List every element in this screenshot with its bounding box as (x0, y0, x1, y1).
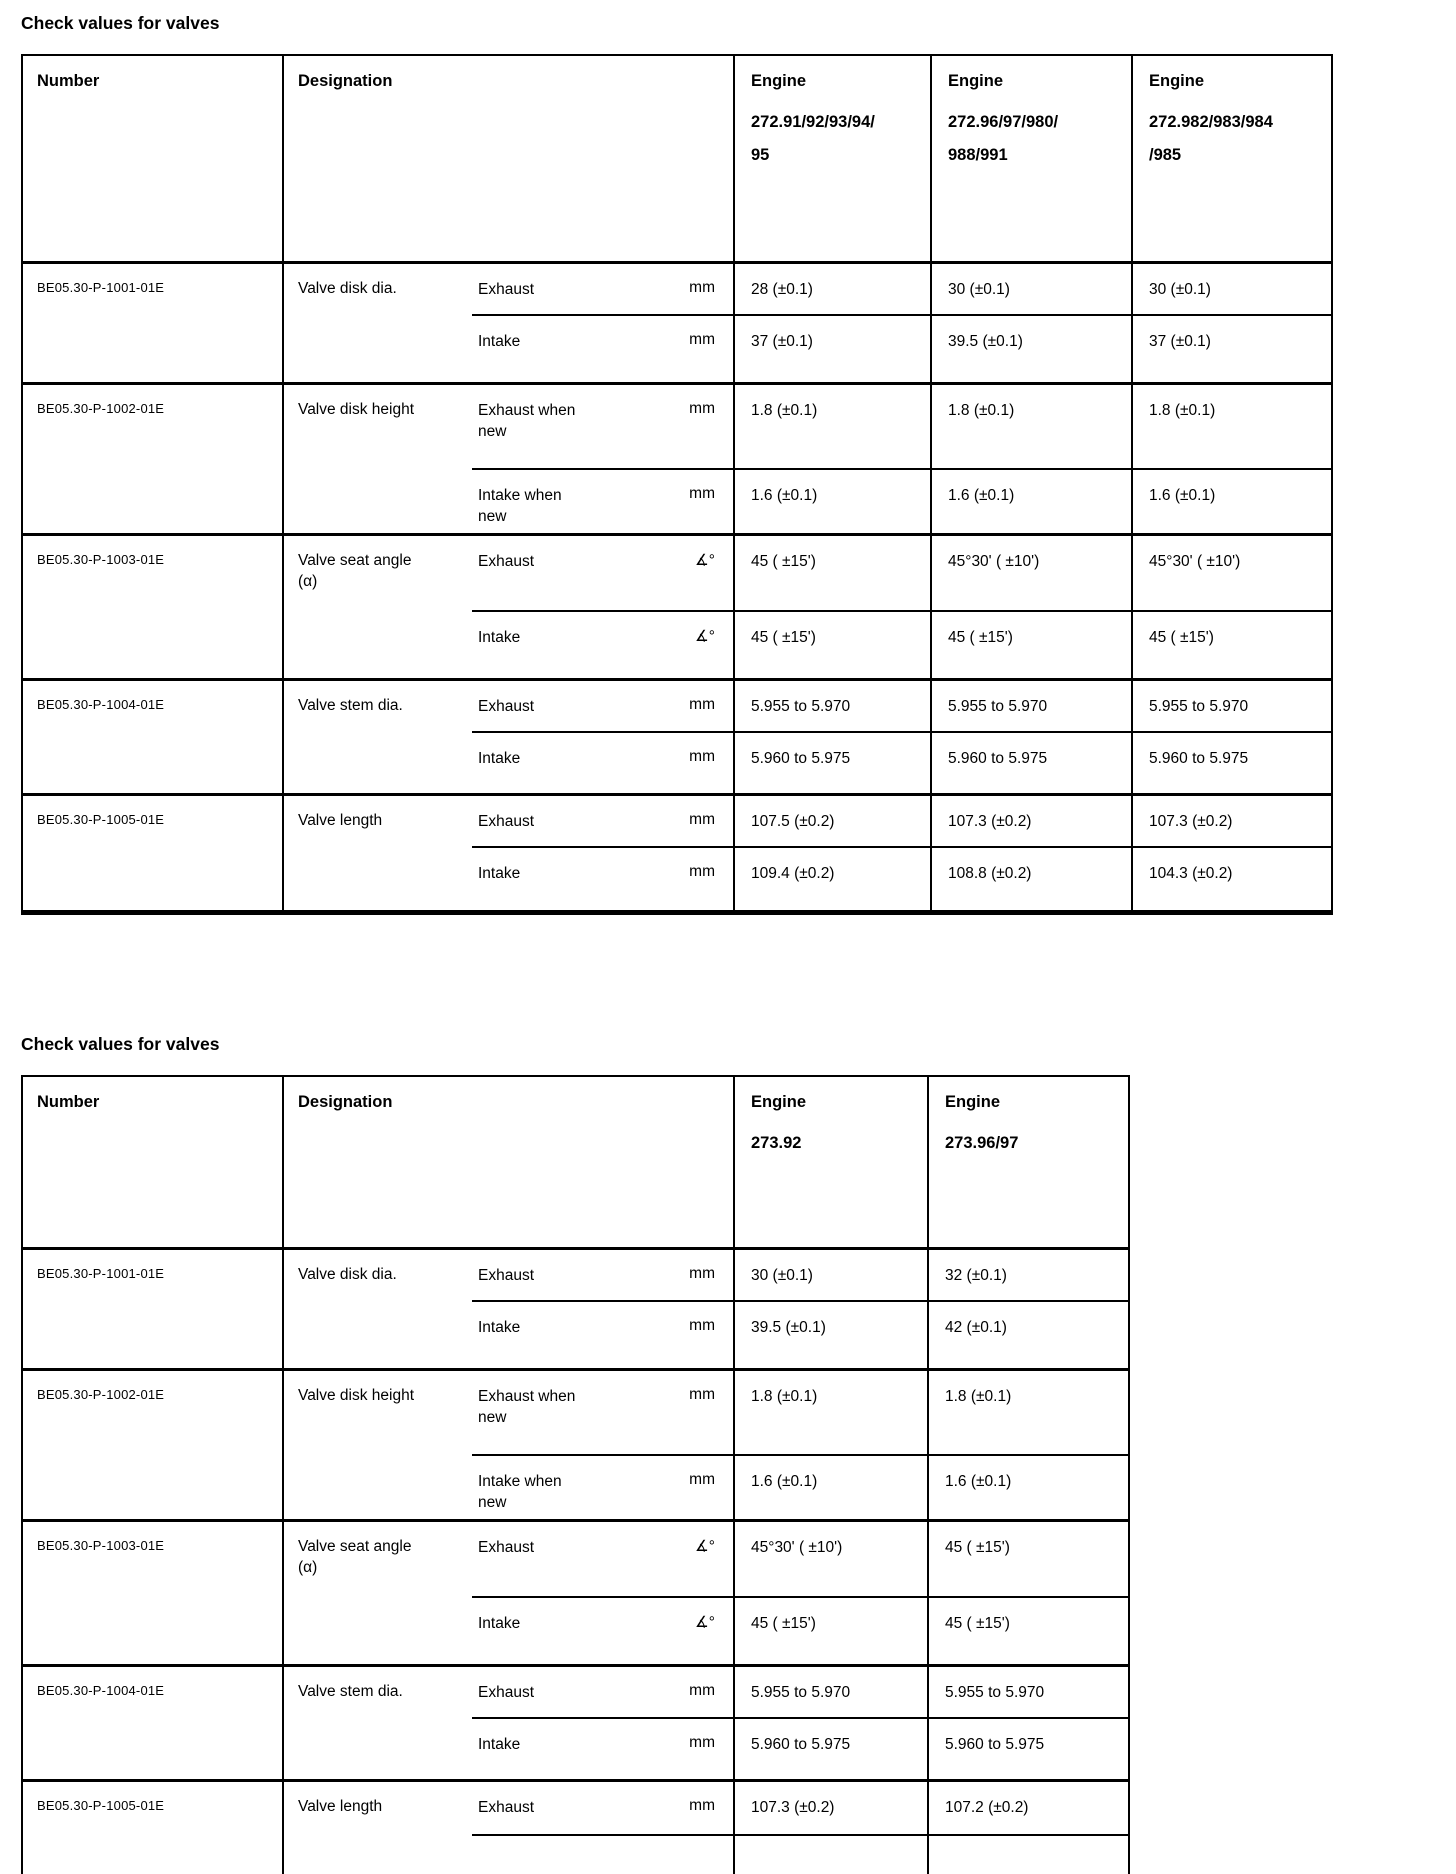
value-cell: 107.3 (±0.2) (932, 796, 1133, 846)
designation-label: Valve disk height (298, 401, 415, 418)
value-cell: 45 ( ±15') (945, 1539, 1010, 1556)
unit-label: mm (588, 1371, 735, 1454)
item-label: Intake (478, 1736, 521, 1753)
row-values-block (472, 536, 1331, 678)
sub-row (472, 1300, 1128, 1368)
item-label: Intake (478, 1319, 521, 1336)
table-row (23, 1522, 1128, 1667)
value-cell: 109.4 (±0.2) (735, 848, 932, 910)
column-header-engine (735, 56, 932, 261)
engine-label: Engine (948, 72, 1004, 90)
value-cell: 45 ( ±15') (735, 1598, 929, 1664)
item-label: Exhaust (478, 281, 535, 298)
unit-label: ∡° (588, 1598, 735, 1664)
value-cell: 45 ( ±15') (945, 1615, 1010, 1632)
sub-row (472, 1371, 1128, 1454)
row-values-block (472, 1782, 1128, 1874)
unit-label: mm (588, 316, 735, 382)
value-cell: 45 ( ±15') (735, 612, 932, 678)
sub-row (472, 264, 1331, 314)
engine-model-line: 272.982/983/984 (1149, 113, 1273, 131)
designation-label: Valve disk dia. (298, 1266, 397, 1283)
value-cell: 5.960 to 5.975 (1149, 750, 1249, 767)
value-cell: 45°30' ( ±10') (1149, 553, 1241, 570)
row-number: BE05.30-P-1004-01E (23, 1667, 284, 1779)
sub-row (472, 1834, 1128, 1874)
row-values-block (472, 385, 1331, 533)
row-number: BE05.30-P-1005-01E (23, 796, 284, 910)
row-number: BE05.30-P-1003-01E (23, 1522, 284, 1664)
item-label: Exhaust (478, 1799, 535, 1816)
unit-label: mm (588, 733, 735, 793)
designation-suffix: (α) (298, 573, 318, 590)
engine-model-line: /985 (1149, 146, 1182, 164)
value-cell: 30 (±0.1) (1149, 281, 1211, 298)
designation-cell (284, 385, 472, 533)
value-cell: 1.6 (±0.1) (932, 470, 1133, 533)
item-label: Exhaust (478, 1684, 535, 1701)
sub-row (472, 731, 1331, 793)
sub-row (472, 385, 1331, 468)
unit-label: mm (588, 1667, 735, 1717)
table-row (23, 1371, 1128, 1522)
value-cell: 107.5 (±0.2) (735, 796, 932, 846)
unit-label: mm (588, 1456, 735, 1519)
table-row (23, 536, 1331, 681)
value-cell: 30 (±0.1) (735, 1250, 929, 1300)
designation-label: Valve disk dia. (298, 280, 397, 297)
sub-row (472, 1596, 1128, 1664)
item-label: Intake (478, 333, 521, 350)
row-number: BE05.30-P-1002-01E (23, 385, 284, 533)
unit-label: mm (588, 1250, 735, 1300)
designation-cell (284, 1522, 472, 1664)
item-label: Intake when new (478, 487, 562, 525)
item-label: Intake (478, 865, 521, 882)
unit-label: mm (588, 796, 735, 846)
value-cell: 30 (±0.1) (932, 264, 1133, 314)
value-cell: 28 (±0.1) (735, 264, 932, 314)
designation-label: Valve length (298, 812, 383, 829)
unit-label: mm (588, 848, 735, 910)
designation-cell (284, 1667, 472, 1779)
engine-model-line: 272.96/97/980/ (948, 113, 1059, 131)
value-cell: 107.2 (±0.2) (945, 1799, 1029, 1816)
designation-label: Valve stem dia. (298, 697, 403, 714)
sub-row (472, 1717, 1128, 1779)
engine-label: Engine (1149, 72, 1205, 90)
sub-row (472, 1454, 1128, 1519)
item-label: Intake (478, 1615, 521, 1632)
item-label: Intake when new (478, 1473, 562, 1511)
item-label: Exhaust (478, 553, 535, 570)
unit-label: mm (588, 1302, 735, 1368)
table-header-row (23, 1077, 1128, 1250)
column-header-designation: Designation (284, 56, 735, 261)
row-number: BE05.30-P-1002-01E (23, 1371, 284, 1519)
sub-row (472, 1782, 1128, 1834)
sub-row (472, 1667, 1128, 1717)
value-cell: 1.8 (±0.1) (735, 385, 932, 468)
value-cell: 1.6 (±0.1) (735, 470, 932, 533)
value-cell: 1.8 (±0.1) (1149, 402, 1216, 419)
designation-label: Valve seat angle (298, 552, 412, 569)
designation-cell (284, 1250, 472, 1368)
sub-row (472, 536, 1331, 610)
value-cell: 1.8 (±0.1) (945, 1388, 1012, 1405)
value-cell: 5.955 to 5.970 (1149, 698, 1249, 715)
unit-label: mm (588, 470, 735, 533)
engine-label: Engine (751, 72, 807, 90)
engine-model-line: 272.91/92/93/94/ (751, 113, 875, 131)
row-number: BE05.30-P-1001-01E (23, 1250, 284, 1368)
row-values-block (472, 1667, 1128, 1779)
valve-check-table (21, 54, 1333, 915)
row-values-block (472, 681, 1331, 793)
column-header-engine (929, 1077, 1122, 1247)
designation-suffix: (α) (298, 1559, 318, 1576)
value-cell: 104.3 (±0.2) (1149, 865, 1233, 882)
table-row (23, 385, 1331, 536)
value-cell: 1.8 (±0.1) (735, 1371, 929, 1454)
column-header-engine (1133, 56, 1323, 261)
designation-label: Valve seat angle (298, 1538, 412, 1555)
designation-cell (284, 796, 472, 910)
designation-label: Valve length (298, 1798, 383, 1815)
sub-row (472, 681, 1331, 731)
valve-check-table (21, 1075, 1130, 1874)
unit-label: mm (588, 681, 735, 731)
value-cell: 108.8 (±0.2) (932, 848, 1133, 910)
section-title: Check values for valves (21, 1034, 220, 1054)
value-cell: 32 (±0.1) (945, 1267, 1007, 1284)
column-header-number: Number (23, 1077, 284, 1247)
value-cell: 45°30' ( ±10') (932, 536, 1133, 610)
item-label: Exhaust when new (478, 1388, 576, 1426)
sub-row (472, 846, 1331, 910)
column-header-designation: Designation (284, 1077, 735, 1247)
value-cell: 5.960 to 5.975 (735, 733, 932, 793)
value-cell: 42 (±0.1) (945, 1319, 1007, 1336)
unit-label: ∡° (588, 536, 735, 610)
value-cell: 39.5 (±0.1) (932, 316, 1133, 382)
designation-cell (284, 1371, 472, 1519)
designation-cell (284, 264, 472, 382)
unit-label: ∡° (588, 1522, 735, 1596)
sub-row (472, 610, 1331, 678)
engine-label: Engine (945, 1093, 1001, 1111)
row-number: BE05.30-P-1001-01E (23, 264, 284, 382)
row-number: BE05.30-P-1003-01E (23, 536, 284, 678)
engine-label: Engine (751, 1093, 807, 1111)
value-cell: 107.3 (±0.2) (1149, 813, 1233, 830)
designation-cell (284, 1782, 472, 1874)
value-cell: 1.6 (±0.1) (1149, 487, 1216, 504)
table-row (23, 681, 1331, 796)
row-values-block (472, 1250, 1128, 1368)
column-header-engine (932, 56, 1133, 261)
value-cell: 1.8 (±0.1) (932, 385, 1133, 468)
unit-label: mm (588, 385, 735, 468)
unit-label: mm (588, 1719, 735, 1779)
unit-label: ∡° (588, 612, 735, 678)
value-cell (929, 1836, 1122, 1874)
value-cell: 5.955 to 5.970 (735, 1667, 929, 1717)
engine-model-line: 95 (751, 146, 770, 164)
table-header-row (23, 56, 1331, 264)
sub-row (472, 796, 1331, 846)
item-label: Exhaust (478, 698, 535, 715)
sub-row (472, 314, 1331, 382)
row-values-block (472, 264, 1331, 382)
item-label: Exhaust (478, 1267, 535, 1284)
value-cell: 1.6 (±0.1) (945, 1473, 1012, 1490)
column-header-engine (735, 1077, 929, 1247)
item-label (472, 1836, 588, 1874)
value-cell: 5.955 to 5.970 (932, 681, 1133, 731)
value-cell: 45 ( ±15') (932, 612, 1133, 678)
row-number: BE05.30-P-1005-01E (23, 1782, 284, 1874)
row-values-block (472, 796, 1331, 910)
sub-row (472, 468, 1331, 533)
value-cell: 45 ( ±15') (1149, 629, 1214, 646)
unit-label: mm (588, 1782, 735, 1834)
table-row (23, 1782, 1128, 1874)
item-label: Exhaust when new (478, 402, 576, 440)
item-label: Intake (478, 750, 521, 767)
item-label: Exhaust (478, 813, 535, 830)
table-row (23, 796, 1331, 913)
value-cell: 37 (±0.1) (1149, 333, 1211, 350)
engine-model-line: 988/991 (948, 146, 1008, 164)
sub-row (472, 1250, 1128, 1300)
designation-label: Valve disk height (298, 1387, 415, 1404)
value-cell (735, 1836, 929, 1874)
value-cell: 5.955 to 5.970 (735, 681, 932, 731)
row-number: BE05.30-P-1004-01E (23, 681, 284, 793)
column-header-number: Number (23, 56, 284, 261)
row-values-block (472, 1371, 1128, 1519)
row-values-block (472, 1522, 1128, 1664)
value-cell: 39.5 (±0.1) (735, 1302, 929, 1368)
sub-row (472, 1522, 1128, 1596)
value-cell: 5.955 to 5.970 (945, 1684, 1045, 1701)
value-cell: 5.960 to 5.975 (945, 1736, 1045, 1753)
value-cell: 107.3 (±0.2) (735, 1782, 929, 1834)
table-row (23, 264, 1331, 385)
item-label: Exhaust (478, 1539, 535, 1556)
designation-label: Valve stem dia. (298, 1683, 403, 1700)
engine-model-line: 273.92 (751, 1134, 802, 1152)
section-title: Check values for valves (21, 13, 220, 33)
value-cell: 5.960 to 5.975 (932, 733, 1133, 793)
value-cell: 45 ( ±15') (735, 536, 932, 610)
item-label: Intake (478, 629, 521, 646)
table-row (23, 1667, 1128, 1782)
table-row (23, 1250, 1128, 1371)
designation-cell (284, 681, 472, 793)
unit-label (588, 1836, 735, 1874)
value-cell: 5.960 to 5.975 (735, 1719, 929, 1779)
designation-cell (284, 536, 472, 678)
value-cell: 45°30' ( ±10') (735, 1522, 929, 1596)
value-cell: 37 (±0.1) (735, 316, 932, 382)
unit-label: mm (588, 264, 735, 314)
value-cell: 1.6 (±0.1) (735, 1456, 929, 1519)
engine-model-line: 273.96/97 (945, 1134, 1019, 1152)
